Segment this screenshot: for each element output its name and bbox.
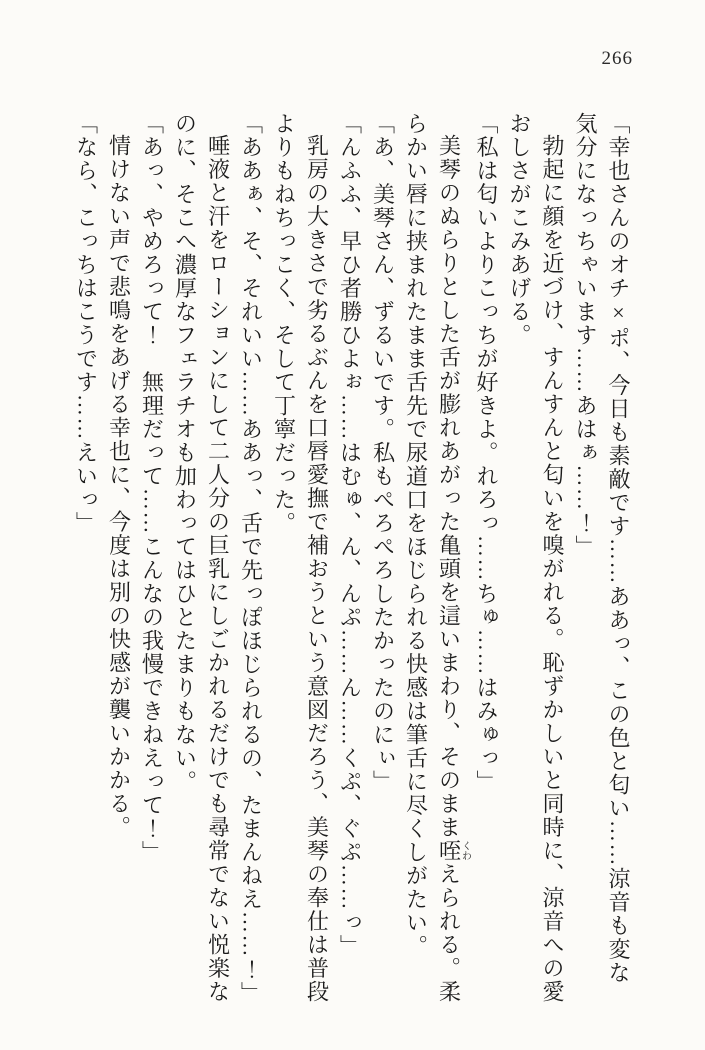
text-block	[70, 112, 636, 1006]
paragraph-narrative: 唾液と汗をローションにして二人分の巨乳にしごかれるだけでも尋常でない悦楽なのに、そこへ濃厚なフェラチオも加わってはひとたまりもない。	[172, 112, 231, 1004]
paragraph-text: えられる。柔らかい唇に挟まれたまま舌先で尿道口をほじられる快感は筆舌に尽くしがたい。	[403, 112, 462, 1004]
paragraph-dialogue: 「私は匂いよりこっちが好きよ。れろっ……ちゅ……はみゅっ」	[474, 112, 499, 794]
paragraph-narrative: 乳房の大きさで劣るぶんを口唇愛撫で補おうという意図だろう、美琴の奉仕は普段よりもねちっこく、そして丁寧だった。	[271, 112, 330, 1004]
ruby-annotation	[436, 839, 471, 863]
ruby-furigana: くわ	[459, 839, 471, 863]
paragraph-text: 美琴のぬらりとした舌が膨れあがった亀頭を這いまわり、そのまま	[436, 134, 462, 839]
paragraph-dialogue: 「幸也さんのオチ×ポ、今日も素敵です……ああっ、この色と匂い……涼音も変な気分になっちゃいます……あはぁ……！」	[573, 112, 631, 985]
paragraph-narrative: 情けない声で悲鳴をあげる幸也に、今度は別の快感が襲いかかる。	[106, 134, 132, 839]
paragraph-narrative	[400, 112, 471, 1006]
paragraph-dialogue: 「んふふ、早ひ者勝ひよぉ……はむゅ、ん、んぷ……ん……くぷ、ぐぷ……っ」	[337, 112, 363, 958]
ruby-base: 咥	[436, 839, 462, 863]
page-number: 266	[601, 48, 633, 69]
paragraph-dialogue: 「あっ、やめろって！ 無理だって……こんなの我慢できねえって！」	[139, 112, 165, 864]
paragraph-dialogue: 「あ、美琴さん、ずるいです。私もぺろぺろしたかったのにぃ」	[370, 112, 396, 794]
paragraph-dialogue: 「なら、こっちはこうです……えいっ」	[73, 112, 99, 535]
paragraph-narrative: 勃起に顔を近づけ、すんすんと匂いを嗅がれる。恥ずかしいと同時に、涼音への愛おしさがこみあげる。	[507, 112, 565, 1004]
paragraph-dialogue: 「ああぁ、そ、それいい……ああっ、舌で先っぽほじられるの、たまんねえ……！」	[238, 112, 264, 1005]
